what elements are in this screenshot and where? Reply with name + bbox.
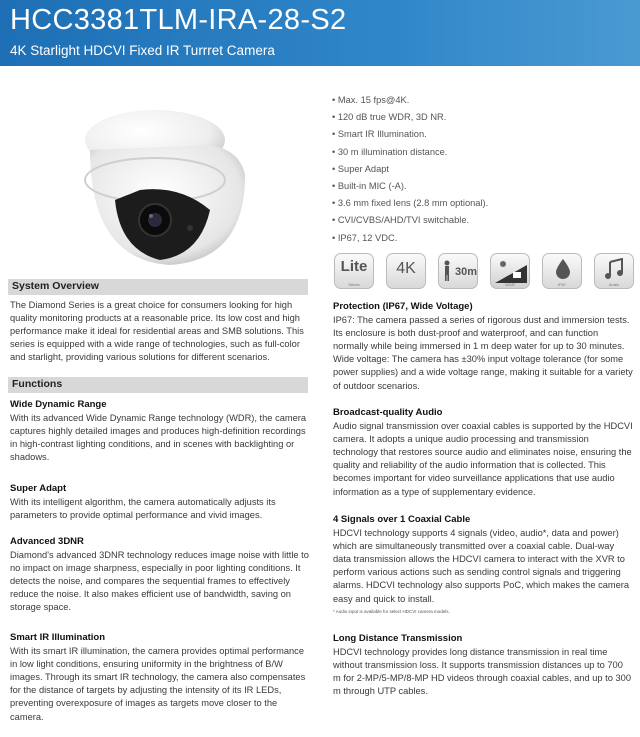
- feature-item: • Built-in MIC (-A).: [332, 178, 488, 195]
- coaxial-section: 4 Signals over 1 Coaxial Cable HDCVI technology supports 4 signals (video, audio*, data and power) which are simultaneously transmitted over a coaxial cable. Dual-way data transmission allows the HDCVI camera to interact with the XVR to perform various actions such as sending control signals and triggering alarms. HDCVI technology also supports PoC, which makes the camera easy and quick to install.: [333, 513, 633, 606]
- feature-item: • 120 dB true WDR, 3D NR.: [332, 109, 488, 126]
- section-heading: Advanced 3DNR: [10, 536, 84, 547]
- feature-item: • Max. 15 fps@4K.: [332, 92, 488, 109]
- long-distance-section: Long Distance Transmission HDCVI technology provides long distance transmission in real time without transmission loss. It supports transmission distances up to 700 m for 2-MP/5-MP/8-MP HD videos through coaxial cables, and up to 300 m through UTP cables.: [333, 633, 631, 697]
- music-note-icon: [604, 258, 626, 280]
- wdr-icon: WDR: [490, 253, 530, 289]
- feature-item: • Smart IR Illumination.: [332, 126, 488, 143]
- ir-30m-icon: 30m: [438, 253, 478, 289]
- section-heading: Long Distance Transmission: [333, 633, 463, 644]
- system-overview-text: The Diamond Series is a great choice for consumers looking for high quality monitoring products at a reasonable price. Its low cost and high performance make it ideal for residential areas and SMB solutions. This series is equipped with a wide range of technologies, such as full-color and starlight, providing various solutions for different scenarios.: [10, 300, 304, 363]
- protection-section: Protection (IP67, Wide Voltage) IP67: The camera passed a series of rigorous dust and immersion tests. Its enclosure is both dust-proof and waterproof, and can function normally while being immersed in 1 m deep water for up to 30 minutes. Wide voltage: The camera has ±30% input voltage tolerance (for some power supplies) and a wide voltage range, making it suitable for a variety of outdoor scenarios.: [333, 301, 633, 391]
- 3dnr-section: Advanced 3DNR Diamond's advanced 3DNR technology reduces image noise with little to no impact on image sharpness, especially in poor lighting conditions. It detects the noise, and compares the sequential frames to effectively reduce the noise. It also makes efficient use of bandwidth, saving on storage space.: [10, 536, 309, 613]
- audio-section: Broadcast-quality Audio Audio signal transmission over coaxial cables is supported by the HDCVI camera. It adopts a unique audio processing and transmission technology that restores source audio and eliminates noise, ensuring the quality and reliability of the audio information that is collected. This becomes important for video surveillance applications that use audio information as a type of supplementary evidence.: [333, 407, 633, 497]
- section-heading: Super Adapt: [10, 483, 67, 494]
- feature-list: [332, 92, 488, 247]
- wdr-sun-icon: [495, 257, 527, 283]
- section-title: Functions: [12, 378, 63, 390]
- lite-icon: Lite Series: [334, 253, 374, 289]
- feature-item: • 30 m illumination distance.: [332, 144, 488, 161]
- water-drop-icon: [555, 258, 571, 280]
- section-heading: Broadcast-quality Audio: [333, 407, 443, 418]
- system-overview-header: [8, 279, 308, 295]
- super-adapt-section: Super Adapt With its intelligent algorithm, the camera automatically adjusts its parameters to provide optimal performance and vivid images.: [10, 482, 300, 522]
- section-heading: Wide Dynamic Range: [10, 399, 107, 410]
- feature-item: • Super Adapt: [332, 161, 488, 178]
- camera-product-image: [60, 90, 290, 270]
- feature-item: • CVI/CVBS/AHD/TVI switchable.: [332, 212, 488, 229]
- wdr-section: Wide Dynamic Range With its advanced Wide Dynamic Range technology (WDR), the camera captures highly detailed images and produces high-definition recordings in high-contrast lighting conditions, and in scenes with backlighting or shadows.: [10, 398, 310, 464]
- feature-item: • IP67, 12 VDC.: [332, 230, 488, 247]
- audio-footnote: * Audio input is available for select HDCVI camera models.: [333, 609, 450, 614]
- section-heading: 4 Signals over 1 Coaxial Cable: [333, 514, 471, 525]
- section-heading: Smart IR Illumination: [10, 632, 106, 643]
- functions-header: [8, 377, 308, 393]
- header-banner: [0, 0, 640, 66]
- feature-icon-row: [334, 253, 634, 291]
- audio-icon: Audio: [594, 253, 634, 289]
- ip67-icon: IP67: [542, 253, 582, 289]
- 4k-icon: 4K: [386, 253, 426, 289]
- product-subtitle: 4K Starlight HDCVI Fixed IR Turrret Camera: [10, 43, 275, 58]
- model-title: HCC3381TLM-IRA-28-S2: [10, 4, 347, 36]
- section-heading: Protection (IP67, Wide Voltage): [333, 301, 473, 312]
- smart-ir-section: Smart IR Illumination With its smart IR illumination, the camera provides optimal performance in low light conditions, ensuring uniformity in the brightness of B/W images. Through its smart IR technology, the camera also compensates for the distance of targets by adjusting the intensity of its IR LEDs, preventing overexposure of images as targets move closer to the camera.: [10, 631, 310, 724]
- section-title: System Overview: [12, 280, 99, 292]
- feature-item: • 3.6 mm fixed lens (2.8 mm optional).: [332, 195, 488, 212]
